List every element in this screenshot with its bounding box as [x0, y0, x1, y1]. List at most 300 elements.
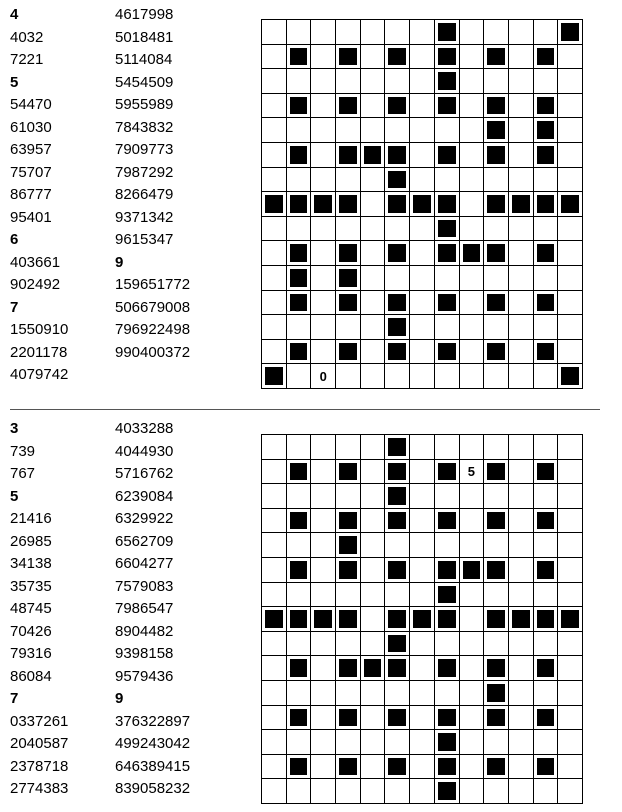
grid-cell[interactable] [361, 558, 386, 583]
grid-cell[interactable] [460, 533, 485, 558]
grid-cell[interactable] [262, 94, 287, 119]
number-entry: 79316 [10, 645, 52, 662]
grid-cell[interactable] [410, 118, 435, 143]
grid-cell[interactable] [509, 94, 534, 119]
grid-cell[interactable] [336, 435, 361, 460]
grid-cell[interactable] [558, 632, 583, 657]
grid-cell[interactable] [262, 656, 287, 681]
grid-cell[interactable] [460, 656, 485, 681]
number-entry: 2201178 [10, 343, 68, 361]
grid-cell[interactable] [509, 632, 534, 657]
grid-cell[interactable] [311, 69, 336, 94]
grid-cell[interactable] [410, 20, 435, 45]
number-entry: 95401 [10, 208, 52, 226]
black-cell [534, 340, 559, 365]
grid-cell[interactable] [311, 656, 336, 681]
grid-cell[interactable] [534, 364, 559, 389]
grid-cell[interactable] [509, 681, 534, 706]
grid-cell[interactable] [534, 435, 559, 460]
grid-cell[interactable] [484, 435, 509, 460]
grid-cell[interactable] [534, 168, 559, 193]
grid-cell[interactable] [361, 755, 386, 780]
grid-cell[interactable] [385, 583, 410, 608]
black-cell [534, 607, 559, 632]
black-cell [534, 192, 559, 217]
grid-cell[interactable] [509, 435, 534, 460]
grid-cell[interactable] [435, 632, 460, 657]
grid-cell[interactable] [262, 217, 287, 242]
grid-cell[interactable] [287, 118, 312, 143]
grid-cell[interactable] [509, 460, 534, 485]
grid-cell[interactable] [361, 681, 386, 706]
grid-cell[interactable] [484, 266, 509, 291]
black-cell [336, 656, 361, 681]
number-entry: 70426 [10, 622, 52, 640]
grid-cell[interactable] [361, 730, 386, 755]
grid-cell[interactable] [509, 217, 534, 242]
grid-cell[interactable] [262, 533, 287, 558]
grid-cell[interactable] [385, 217, 410, 242]
grid-cell[interactable] [435, 364, 460, 389]
grid-cell[interactable] [534, 730, 559, 755]
grid-cell[interactable] [262, 730, 287, 755]
black-cell [484, 291, 509, 316]
grid-cell[interactable] [262, 509, 287, 534]
grid-cell[interactable] [558, 45, 583, 70]
grid-cell[interactable] [460, 118, 485, 143]
grid-cell[interactable] [262, 241, 287, 266]
grid-cell[interactable] [385, 364, 410, 389]
grid-cell[interactable] [509, 266, 534, 291]
grid-cell[interactable] [460, 45, 485, 70]
grid-cell[interactable] [262, 118, 287, 143]
grid-cell[interactable] [311, 340, 336, 365]
grid-cell[interactable] [361, 241, 386, 266]
grid-cell[interactable] [460, 168, 485, 193]
grid-cell[interactable] [558, 779, 583, 804]
grid-cell[interactable] [361, 291, 386, 316]
grid-cell[interactable] [558, 340, 583, 365]
grid-cell[interactable] [311, 315, 336, 340]
grid-cell[interactable] [385, 681, 410, 706]
grid-cell[interactable] [509, 484, 534, 509]
grid-cell[interactable] [311, 484, 336, 509]
grid-cell[interactable] [558, 755, 583, 780]
grid-cell[interactable] [287, 779, 312, 804]
grid-cell[interactable] [484, 730, 509, 755]
grid-cell[interactable] [361, 315, 386, 340]
black-cell [385, 340, 410, 365]
grid-cell[interactable] [484, 364, 509, 389]
grid-cell[interactable] [410, 755, 435, 780]
grid-cell[interactable] [509, 656, 534, 681]
grid-cell[interactable] [361, 607, 386, 632]
grid-cell[interactable] [262, 168, 287, 193]
grid-cell[interactable] [484, 217, 509, 242]
grid-cell[interactable] [262, 315, 287, 340]
grid-cell[interactable] [460, 632, 485, 657]
grid-cell[interactable] [410, 217, 435, 242]
grid-cell[interactable] [336, 632, 361, 657]
grid-cell[interactable] [361, 168, 386, 193]
grid-cell[interactable] [262, 45, 287, 70]
grid-cell[interactable] [262, 583, 287, 608]
grid-cell[interactable] [558, 730, 583, 755]
grid-cell[interactable] [558, 435, 583, 460]
grid-cell[interactable] [410, 94, 435, 119]
grid-cell[interactable] [311, 681, 336, 706]
grid-cell[interactable] [311, 460, 336, 485]
grid-cell[interactable] [410, 291, 435, 316]
black-cell [435, 20, 460, 45]
grid-cell[interactable] [262, 340, 287, 365]
grid-cell[interactable] [361, 118, 386, 143]
grid-cell[interactable] [509, 730, 534, 755]
grid-cell[interactable] [361, 533, 386, 558]
grid-cell[interactable] [410, 632, 435, 657]
grid-cell[interactable] [385, 533, 410, 558]
grid-cell[interactable] [558, 266, 583, 291]
grid-cell[interactable] [262, 558, 287, 583]
grid-cell[interactable] [484, 20, 509, 45]
grid-cell[interactable] [534, 315, 559, 340]
grid-cell[interactable] [361, 192, 386, 217]
grid-cell[interactable] [460, 20, 485, 45]
grid-cell[interactable] [262, 484, 287, 509]
grid-cell[interactable] [410, 435, 435, 460]
grid-cell[interactable] [262, 460, 287, 485]
black-cell [336, 241, 361, 266]
grid-cell[interactable] [509, 364, 534, 389]
grid-cell[interactable] [262, 266, 287, 291]
grid-cell[interactable] [311, 509, 336, 534]
grid-cell[interactable] [460, 460, 485, 485]
number-entry: 7579083 [115, 577, 174, 595]
grid-cell[interactable] [558, 291, 583, 316]
grid-cell[interactable] [410, 558, 435, 583]
grid-cell[interactable] [262, 779, 287, 804]
grid-cell[interactable] [484, 69, 509, 94]
grid-cell[interactable] [361, 340, 386, 365]
grid-cell[interactable] [558, 706, 583, 731]
grid-cell[interactable] [361, 94, 386, 119]
grid-cell[interactable] [361, 632, 386, 657]
grid-cell[interactable] [336, 583, 361, 608]
grid-cell[interactable] [534, 69, 559, 94]
grid-cell[interactable] [435, 484, 460, 509]
grid-cell[interactable] [361, 460, 386, 485]
grid-cell[interactable] [361, 435, 386, 460]
grid-cell[interactable] [262, 435, 287, 460]
grid-cell[interactable] [311, 583, 336, 608]
grid-cell[interactable] [410, 340, 435, 365]
grid-cell[interactable] [311, 533, 336, 558]
grid-cell[interactable] [262, 632, 287, 657]
grid-cell[interactable] [336, 484, 361, 509]
grid-cell[interactable] [311, 435, 336, 460]
grid-cell[interactable] [410, 484, 435, 509]
grid-cell[interactable] [410, 241, 435, 266]
grid-cell[interactable] [287, 632, 312, 657]
grid-cell[interactable] [262, 20, 287, 45]
black-cell [435, 45, 460, 70]
grid-cell[interactable] [410, 656, 435, 681]
grid-cell[interactable] [460, 755, 485, 780]
grid-cell[interactable] [410, 364, 435, 389]
grid-cell[interactable] [410, 509, 435, 534]
grid-cell[interactable] [460, 509, 485, 534]
grid-cell[interactable] [361, 45, 386, 70]
grid-cell[interactable] [262, 291, 287, 316]
grid-cell[interactable] [460, 706, 485, 731]
grid-cell[interactable] [336, 168, 361, 193]
grid-cell[interactable] [558, 681, 583, 706]
grid-cell[interactable] [311, 364, 336, 389]
grid-cell[interactable] [460, 435, 485, 460]
grid-cell[interactable] [509, 45, 534, 70]
grid-cell[interactable] [435, 266, 460, 291]
grid-cell[interactable] [509, 779, 534, 804]
grid-cell[interactable] [410, 460, 435, 485]
grid-cell[interactable] [385, 730, 410, 755]
grid-cell[interactable] [410, 45, 435, 70]
grid-cell[interactable] [311, 20, 336, 45]
grid-cell[interactable] [311, 266, 336, 291]
grid-cell[interactable] [410, 706, 435, 731]
grid-cell[interactable] [287, 484, 312, 509]
grid-cell[interactable] [558, 241, 583, 266]
grid-cell[interactable] [558, 558, 583, 583]
grid-cell[interactable] [435, 168, 460, 193]
black-cell [287, 241, 312, 266]
grid-cell[interactable] [361, 484, 386, 509]
grid-cell[interactable] [558, 217, 583, 242]
grid-cell[interactable] [336, 315, 361, 340]
grid-cell[interactable] [534, 632, 559, 657]
grid-cell[interactable] [311, 217, 336, 242]
grid-cell[interactable] [509, 69, 534, 94]
grid-cell[interactable] [534, 583, 559, 608]
grid-cell[interactable] [410, 730, 435, 755]
grid-cell[interactable] [509, 583, 534, 608]
grid-cell[interactable] [336, 118, 361, 143]
grid-cell[interactable] [361, 583, 386, 608]
grid-cell[interactable] [534, 217, 559, 242]
black-cell [435, 607, 460, 632]
grid-cell[interactable] [558, 143, 583, 168]
grid-cell[interactable] [287, 315, 312, 340]
grid-cell[interactable] [558, 168, 583, 193]
grid-cell[interactable] [460, 291, 485, 316]
grid-cell[interactable] [311, 706, 336, 731]
grid-cell[interactable] [509, 291, 534, 316]
grid-cell[interactable] [509, 20, 534, 45]
black-cell [336, 607, 361, 632]
grid-cell[interactable] [534, 533, 559, 558]
grid-cell[interactable] [410, 266, 435, 291]
grid-cell[interactable] [287, 20, 312, 45]
grid-cell[interactable] [311, 779, 336, 804]
grid-cell[interactable] [558, 460, 583, 485]
grid-cell[interactable] [410, 779, 435, 804]
grid-cell[interactable] [287, 217, 312, 242]
grid-cell[interactable] [484, 315, 509, 340]
grid-cell[interactable] [385, 118, 410, 143]
grid-cell[interactable] [558, 69, 583, 94]
grid-cell[interactable] [262, 755, 287, 780]
grid-cell[interactable] [336, 217, 361, 242]
number-entry: 4617998 [115, 6, 174, 23]
grid-cell[interactable] [435, 315, 460, 340]
grid-cell[interactable] [558, 94, 583, 119]
grid-cell[interactable] [336, 681, 361, 706]
black-cell [558, 20, 583, 45]
grid-cell[interactable] [262, 69, 287, 94]
grid-cell[interactable] [460, 730, 485, 755]
grid-cell[interactable] [484, 632, 509, 657]
length-heading: 6 [10, 231, 19, 248]
number-entry: 86084 [10, 667, 52, 685]
grid-cell[interactable] [311, 755, 336, 780]
grid-cell[interactable] [460, 217, 485, 242]
grid-cell[interactable] [558, 484, 583, 509]
grid-cell[interactable] [336, 730, 361, 755]
grid-cell[interactable] [287, 730, 312, 755]
length-heading: 4 [10, 6, 19, 23]
grid-cell[interactable] [410, 583, 435, 608]
grid-cell[interactable] [410, 533, 435, 558]
grid-cell[interactable] [460, 192, 485, 217]
grid-cell[interactable] [509, 168, 534, 193]
grid-cell[interactable] [287, 168, 312, 193]
grid-cell[interactable] [410, 681, 435, 706]
grid-cell[interactable] [311, 94, 336, 119]
black-cell [435, 340, 460, 365]
grid-cell[interactable] [460, 143, 485, 168]
grid-cell[interactable] [484, 484, 509, 509]
grid-cell[interactable] [558, 315, 583, 340]
grid-cell[interactable] [410, 168, 435, 193]
grid-cell[interactable] [460, 607, 485, 632]
number-entry: 7987292 [115, 163, 174, 181]
grid-cell[interactable] [361, 69, 386, 94]
grid-cell[interactable] [558, 583, 583, 608]
grid-cell[interactable] [460, 340, 485, 365]
grid-cell[interactable] [484, 779, 509, 804]
grid-cell[interactable] [262, 143, 287, 168]
grid-cell[interactable] [509, 509, 534, 534]
grid-cell[interactable] [311, 241, 336, 266]
grid-cell[interactable] [460, 583, 485, 608]
grid-cell[interactable] [435, 681, 460, 706]
grid-cell[interactable] [509, 706, 534, 731]
grid-cell[interactable] [509, 143, 534, 168]
grid-cell[interactable] [336, 779, 361, 804]
grid-cell[interactable] [534, 20, 559, 45]
grid-cell[interactable] [361, 266, 386, 291]
grid-cell[interactable] [534, 779, 559, 804]
grid-cell[interactable] [361, 20, 386, 45]
grid-cell[interactable] [287, 364, 312, 389]
grid-cell[interactable] [336, 20, 361, 45]
grid-cell[interactable] [262, 706, 287, 731]
grid-cell[interactable] [460, 315, 485, 340]
grid-cell[interactable] [262, 681, 287, 706]
black-cell [262, 364, 287, 389]
grid-cell[interactable] [385, 779, 410, 804]
grid-cell[interactable] [410, 69, 435, 94]
grid-cell[interactable] [311, 118, 336, 143]
grid-cell[interactable] [336, 364, 361, 389]
grid-cell[interactable] [484, 583, 509, 608]
grid-cell[interactable] [460, 681, 485, 706]
grid-cell[interactable] [435, 118, 460, 143]
grid-cell[interactable] [435, 435, 460, 460]
black-cell [287, 94, 312, 119]
grid-cell[interactable] [558, 118, 583, 143]
grid-cell[interactable] [311, 730, 336, 755]
black-cell [385, 192, 410, 217]
grid-cell[interactable] [311, 632, 336, 657]
grid-cell[interactable] [336, 69, 361, 94]
grid-cell[interactable] [287, 69, 312, 94]
grid-cell[interactable] [509, 315, 534, 340]
grid-cell[interactable] [484, 168, 509, 193]
grid-cell[interactable] [460, 94, 485, 119]
grid-cell[interactable] [435, 533, 460, 558]
grid-cell[interactable] [460, 266, 485, 291]
grid-cell[interactable] [460, 69, 485, 94]
grid-cell[interactable] [311, 143, 336, 168]
grid-cell[interactable] [311, 291, 336, 316]
grid-cell[interactable] [558, 509, 583, 534]
grid-cell[interactable] [534, 266, 559, 291]
grid-cell[interactable] [287, 533, 312, 558]
grid-cell[interactable] [385, 20, 410, 45]
grid-cell[interactable] [361, 779, 386, 804]
grid-cell[interactable] [558, 656, 583, 681]
grid-cell[interactable] [410, 315, 435, 340]
grid-cell[interactable] [410, 143, 435, 168]
grid-cell[interactable] [311, 168, 336, 193]
grid-cell[interactable] [361, 364, 386, 389]
grid-cell[interactable] [509, 118, 534, 143]
grid-cell[interactable] [509, 558, 534, 583]
grid-cell[interactable] [509, 533, 534, 558]
grid-cell[interactable] [460, 364, 485, 389]
grid-cell[interactable] [484, 533, 509, 558]
grid-cell[interactable] [287, 681, 312, 706]
grid-cell[interactable] [534, 681, 559, 706]
grid-cell[interactable] [361, 509, 386, 534]
grid-cell[interactable] [287, 435, 312, 460]
grid-cell[interactable] [311, 558, 336, 583]
grid-cell[interactable] [509, 241, 534, 266]
grid-cell[interactable] [509, 340, 534, 365]
grid-cell[interactable] [460, 484, 485, 509]
grid-cell[interactable] [385, 69, 410, 94]
grid-cell[interactable] [509, 755, 534, 780]
grid-cell[interactable] [361, 217, 386, 242]
grid-cell[interactable] [385, 266, 410, 291]
grid-cell[interactable] [361, 706, 386, 731]
black-cell [287, 509, 312, 534]
grid-cell[interactable] [558, 533, 583, 558]
grid-cell[interactable] [460, 779, 485, 804]
grid-cell[interactable] [311, 45, 336, 70]
grid-cell[interactable] [287, 583, 312, 608]
grid-cell[interactable] [534, 484, 559, 509]
